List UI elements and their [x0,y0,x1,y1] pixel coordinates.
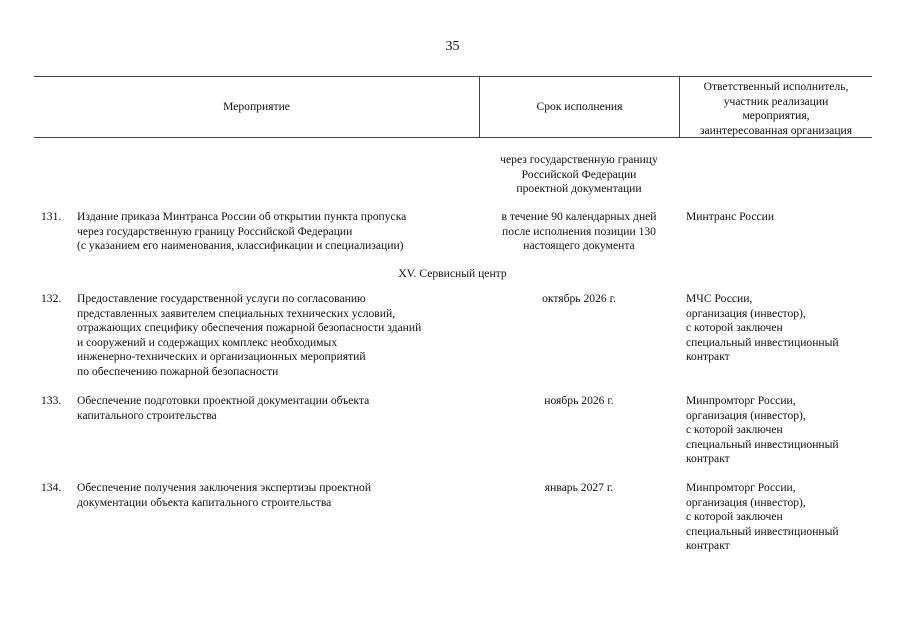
row-deadline [484,394,674,409]
responsible-line: специальный инвестиционный [686,524,839,538]
responsible-line: МЧС России, [686,292,753,305]
responsible-line: с которой заключен [686,321,783,335]
responsible-line: организация (инвестор), [686,306,806,320]
responsible-line: контракт [686,452,730,466]
responsible-line: организация (инвестор), [686,495,806,509]
event-line: представленных заявителем специальных технических условий, [77,306,396,320]
row-number: 132. [41,292,62,305]
continuation-line: проектной документации [516,182,642,196]
row-number: 131. [41,210,62,223]
continuation-deadline [484,153,674,197]
responsible-line: Минпромторг России, [686,394,796,407]
event-line: инженерно-технических и организационных мероприятий [77,350,366,364]
event-line: отражающих специфику обеспечения пожарной безопасности зданий [77,321,422,335]
row-deadline [484,481,674,496]
deadline-line: настоящего документа [523,239,635,253]
row-event [77,210,477,254]
header-responsible-line: участник реализации [723,94,829,108]
responsible-line: Минтранс России [686,210,775,223]
row-number: 134. [41,481,62,494]
row-responsible [686,481,876,554]
row-number: 133. [41,394,62,407]
row-responsible [686,210,876,225]
responsible-line: Минпромторг России, [686,481,796,494]
event-line: Предоставление государственной услуги по согласованию [77,292,366,305]
header-deadline-label: Срок исполнения [536,99,623,113]
row-responsible [686,394,876,467]
event-line: Обеспечение подготовки проектной документации объекта [77,394,370,407]
header-deadline [480,77,679,137]
responsible-line: контракт [686,539,730,553]
row-event [77,394,477,423]
row-deadline [484,292,674,307]
responsible-line: контракт [686,350,730,364]
responsible-line: с которой заключен [686,510,783,524]
row-event [77,292,477,380]
responsible-line: специальный инвестиционный [686,437,839,451]
event-line: документации объекта капитального строительства [77,495,332,509]
page-number: 35 [445,39,460,54]
event-line: по обеспечению пожарной безопасности [77,364,279,378]
responsible-line: организация (инвестор), [686,408,806,422]
event-line: через государственную границу Российской Федерации [77,224,353,238]
row-event [77,481,477,510]
continuation-line: Российской Федерации [521,167,637,181]
event-line: Издание приказа Минтранса России об открытии пункта пропуска [77,210,407,223]
responsible-line: специальный инвестиционный [686,335,839,349]
header-responsible [680,80,872,138]
responsible-line: с которой заключен [686,423,783,437]
header-event [34,77,479,137]
deadline-line: январь 2027 г. [544,481,614,494]
deadline-line: в течение 90 календарных дней [501,210,657,223]
header-responsible-line: Ответственный исполнитель, [703,80,849,93]
event-line: Обеспечение получения заключения экспертизы проектной [77,481,372,494]
continuation-line: через государственную границу [500,153,658,166]
event-line: и сооружений и содержащих комплекс необходимых [77,335,338,349]
header-responsible-line: мероприятия, [742,109,810,123]
deadline-line: после исполнения позиции 130 [502,224,656,238]
header-responsible-line: заинтересованная организация [699,123,853,137]
section-title: XV. Сервисный центр [398,267,507,280]
deadline-line: ноябрь 2026 г. [544,394,614,407]
row-responsible [686,292,876,365]
header-event-label: Мероприятие [223,99,290,113]
table-header [34,76,872,138]
row-deadline [484,210,674,254]
deadline-line: октябрь 2026 г. [542,292,616,305]
event-line: (с указанием его наименования, классификации и специализации) [77,239,404,253]
event-line: капитального строительства [77,408,217,422]
